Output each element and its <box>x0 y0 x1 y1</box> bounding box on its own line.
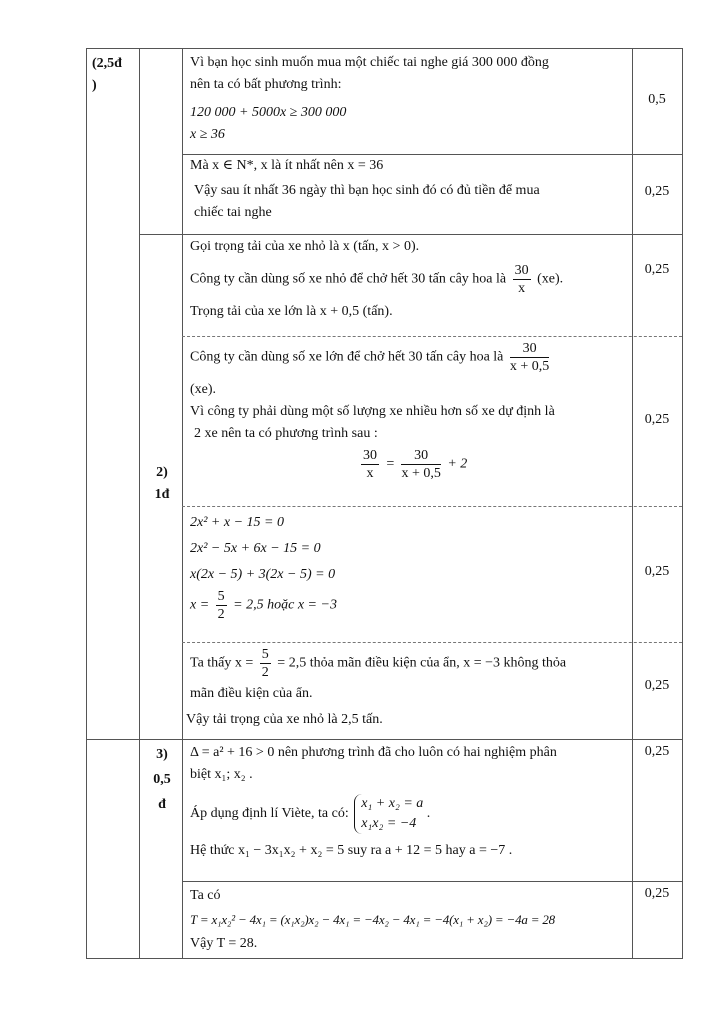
row-2-score: 0,25 <box>644 184 670 199</box>
row-4-content: Công ty cần dùng số xe lớn để chở hết 30 tấn cây hoa là $\frac{30}{x + 0,5}$ (xe). Vì công ty phải dùng một số lượng xe nhiều hơn số xe dự định là 2 xe nên ta có phương trình sau : $\frac{30}{x}$ = $\frac{30}{x + 0,5}$ + 2 <box>190 341 555 481</box>
row-divider <box>182 881 682 882</box>
row-8-content: Ta có T = x₁x₂² − 4x₁ = (x₁x₂)x₂ − 4x₁ = −4x₂ − 4x₁ = −4(x₁ + x₂) = −4a = 28 Vậy T = 28. <box>190 888 555 951</box>
row-1-score: 0,5 <box>648 92 666 107</box>
table-border-left <box>86 48 87 959</box>
row-4-score: 0,25 <box>644 412 670 427</box>
fraction: $\frac{5}{2}$ <box>217 589 225 622</box>
row-6-score: 0,25 <box>644 678 670 693</box>
fraction: $\frac{5}{2}$ <box>261 647 269 680</box>
table-border-top <box>86 48 682 49</box>
row-6-content: Ta thấy x = $\frac{5}{2}$ = 2,5 thỏa mãn điều kiện của ẩn, x = −3 không thỏa mãn điều kiện của ẩn. Vậy tải trọng của xe nhỏ là 2,5 tấn. <box>186 647 567 727</box>
row-3-score: 0,25 <box>644 262 670 277</box>
row-1-content: Vì bạn học sinh muốn mua một chiếc tai nghe giá 300 000 đồng nên ta có bất phương trình: 120 000 + 5000x ≥ 300 000 x ≥ 36 <box>190 55 549 142</box>
table-border-bottom <box>86 958 682 959</box>
row-divider <box>182 336 682 337</box>
row-7-score: 0,25 <box>644 744 670 759</box>
fraction: $\frac{30}{x}$ <box>363 448 377 481</box>
fraction: $\frac{30}{x + 0,5}$ <box>401 448 441 481</box>
column-divider-2 <box>182 48 183 959</box>
row-8-score: 0,25 <box>644 886 670 901</box>
row-divider <box>182 506 682 507</box>
table-border-right <box>682 48 683 959</box>
row-3-content: Gọi trọng tải của xe nhỏ là x (tấn, x > 0). Công ty cần dùng số xe nhỏ để chở hết 30 tấn cây hoa là $\frac{30}{x}$ (xe). Trọng tải của xe lớn là x + 0,5 (tấn). <box>190 239 564 319</box>
fraction: $\frac{30}{x + 0,5}$ <box>509 341 550 374</box>
column-divider-1 <box>139 48 140 959</box>
equation-system: x₁ + x₂ = a x₁x₂ = −4 <box>354 794 423 834</box>
answer-table <box>86 48 682 959</box>
question-2-label: 2) 1đ <box>154 465 170 502</box>
row-2-content: Mà x ∈ N*, x là ít nhất nên x = 36 Vậy sau ít nhất 36 ngày thì bạn học sinh đó có đủ tiền để mua chiếc tai nghe <box>190 158 540 220</box>
question-3-label: 3) 0,5 đ <box>153 747 171 812</box>
fraction: $\frac{30}{x}$ <box>514 263 529 296</box>
row-5-content: 2x² + x − 15 = 0 2x² − 5x + 6x − 15 = 0 x(2x − 5) + 3(2x − 5) = 0 x = $\frac{5}{2}$ = 2,5 hoặc x = −3 <box>190 515 337 622</box>
row-divider <box>139 234 682 235</box>
row-7-content: Δ = a² + 16 > 0 nên phương trình đã cho luôn có hai nghiệm phân biệt x₁; x₂ . Áp dụng định lí Viète, ta có: x₁ + x₂ = a x₁x₂ = −4 . Hệ thức x₁ − 3x₁x₂ + x₂ = 5 suy ra a + 12 = 5 hay a = −7 . <box>190 745 557 858</box>
row-divider <box>182 642 682 643</box>
row-5-score: 0,25 <box>644 564 670 579</box>
part-label: (2,5đ ) <box>92 56 122 93</box>
row-divider <box>86 739 682 740</box>
